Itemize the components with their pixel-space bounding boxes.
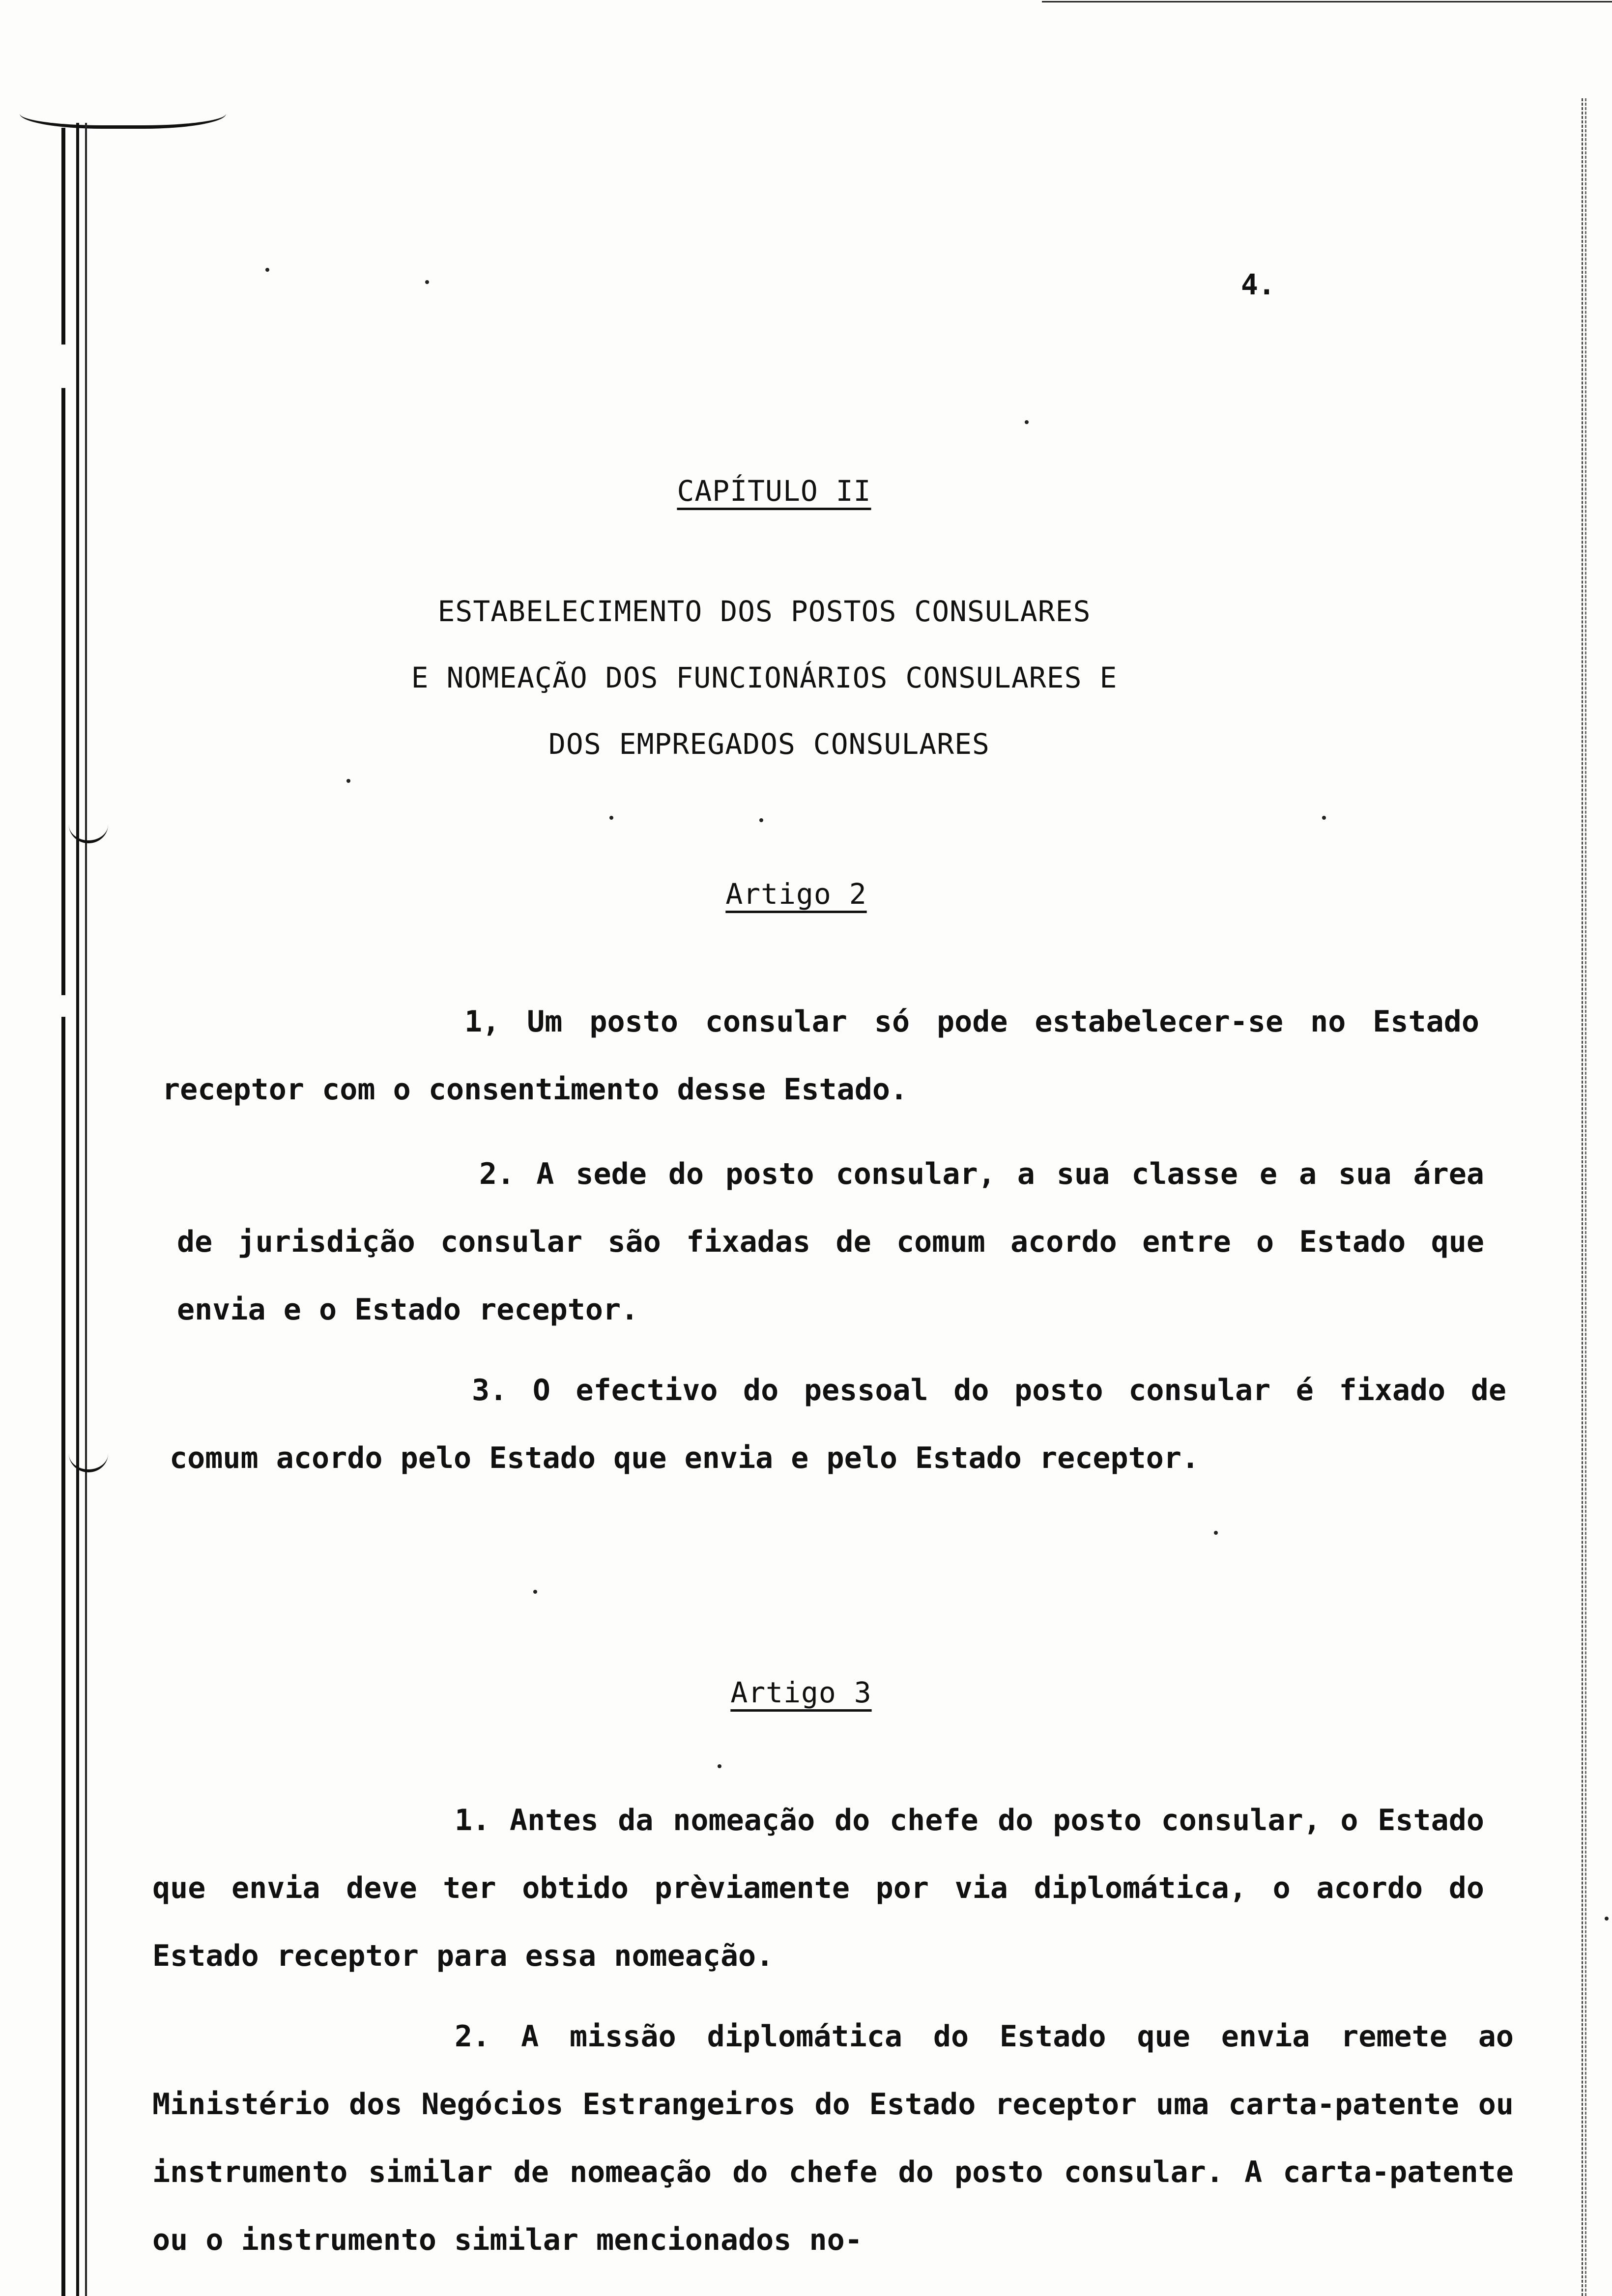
binder-edge-left-outer [61, 128, 65, 2296]
article-heading-text: Artigo 3 [730, 1676, 872, 1709]
chapter-title-line-2: E NOMEAÇÃO DOS FUNCIONÁRIOS CONSULARES E [411, 661, 1118, 694]
scan-speck [533, 1590, 537, 1594]
chapter-label-text: CAPÍTULO II [677, 474, 871, 508]
scan-speck [1605, 1917, 1609, 1921]
scan-speck [1214, 1531, 1218, 1535]
binder-edge-right [1582, 98, 1586, 2296]
chapter-label [0, 474, 1580, 508]
scan-edge-line [1042, 1, 1612, 2]
scan-speck [265, 268, 269, 272]
article-paragraph: 1. Antes da nomeação do chefe do posto consular, o Estado que envia deve ter obtido prèviamente por via diplomática, o acordo do Estado receptor para essa nomeação. [152, 1803, 1484, 1973]
article-heading [0, 877, 1602, 911]
article-paragraph: 2. A missão diplomática do Estado que envia remete ao Ministério dos Negócios Estrangeiros do Estado receptor uma carta-patente ou instrumento similar de nomeação do chefe do posto consular. A carta-patente ou o instrumento similar mencionados no- [152, 2019, 1514, 2257]
binder-clip-mark [20, 91, 226, 129]
chapter-title-line-3: DOS EMPREGADOS CONSULARES [548, 727, 990, 761]
page-number: 4. [1241, 268, 1275, 301]
scan-speck [718, 1764, 721, 1768]
article-paragraph: 3. O efectivo do pessoal do posto consular é fixado de comum acordo pelo Estado que envia e pelo Estado receptor. [170, 1373, 1506, 1475]
binder-ring-mark [69, 1435, 108, 1472]
binder-ring-mark [69, 806, 108, 843]
scan-speck [1322, 816, 1326, 820]
binder-edge-left [76, 123, 87, 2296]
article-paragraph: 1, Um posto consular só pode estabelecer-se no Estado receptor com o consentimento desse Estado. [162, 1004, 1479, 1107]
scan-speck [1025, 420, 1029, 424]
scan-speck [425, 280, 429, 284]
article-heading-text: Artigo 2 [725, 877, 867, 911]
chapter-title-line-1: ESTABELECIMENTO DOS POSTOS CONSULARES [437, 595, 1091, 628]
scan-speck [346, 779, 350, 783]
scan-speck [759, 818, 763, 822]
article-paragraph: 2. A sede do posto consular, a sua classe e a sua área de jurisdição consular são fixadas de comum acordo entre o Estado que envia e o Estado receptor. [177, 1157, 1484, 1327]
scan-speck [609, 816, 613, 820]
article-heading [0, 1676, 1607, 1709]
